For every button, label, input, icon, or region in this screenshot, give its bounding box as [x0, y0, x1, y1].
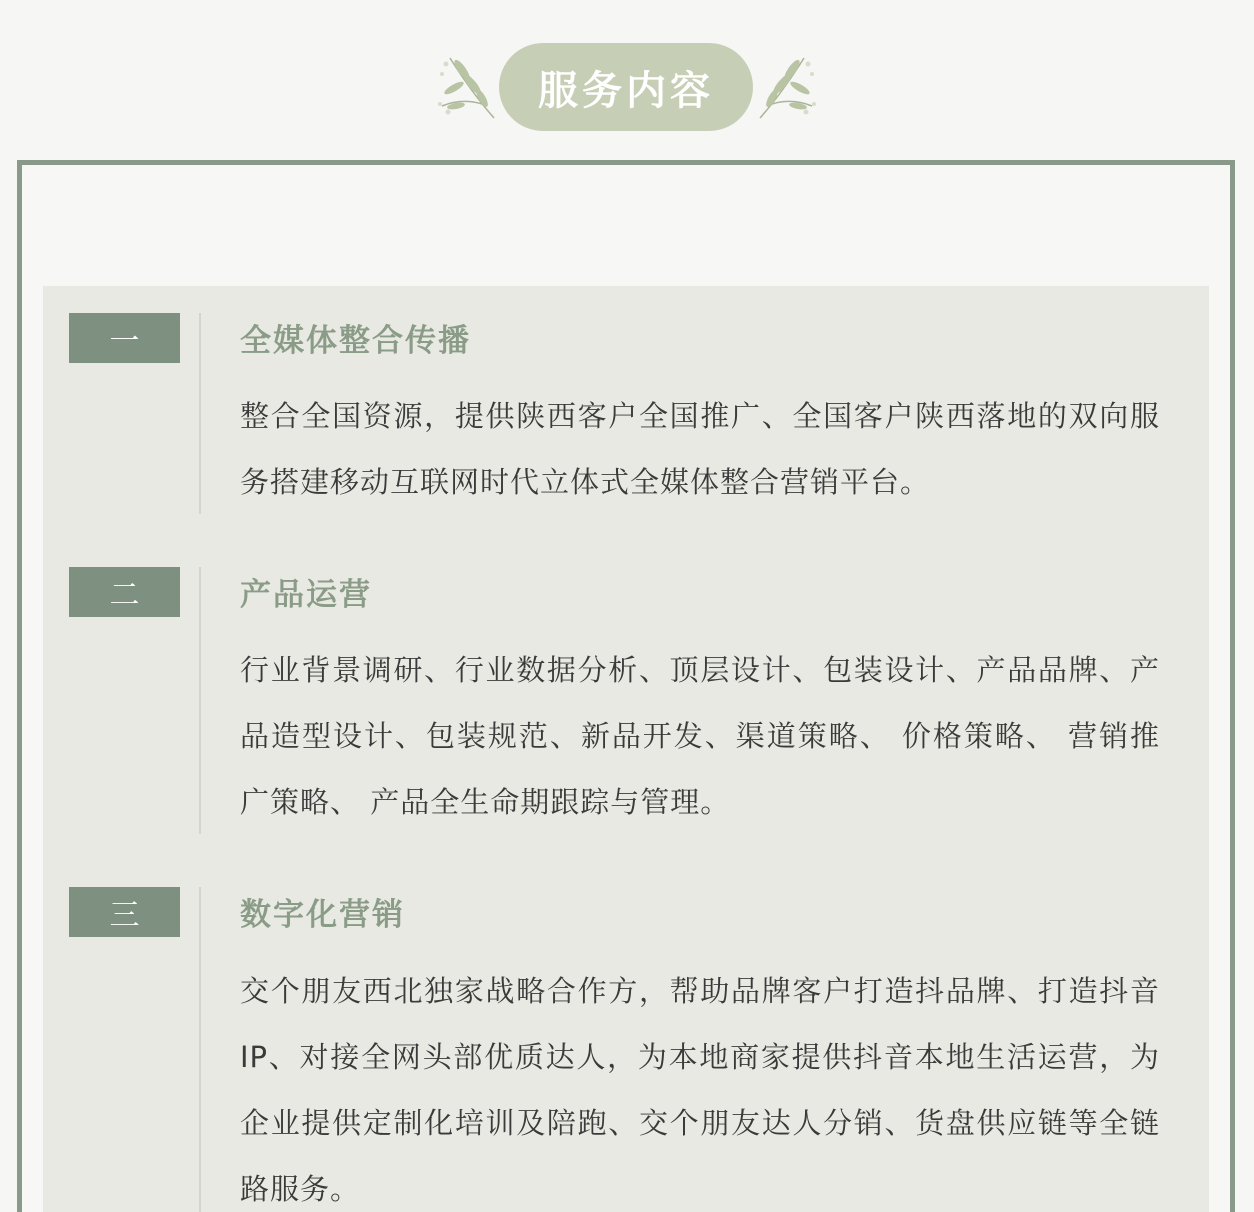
section-divider	[199, 313, 201, 514]
section-body: 整合全国资源，提供陕西客户全国推广、全国客户陕西落地的双向服务搭建移动互联网时代立体式全媒体整合营销平台。	[240, 399, 1160, 499]
section-divider	[199, 567, 201, 834]
section-number-badge: 二	[69, 567, 180, 617]
section-divider	[199, 887, 201, 1212]
leaf-decoration-icon	[752, 48, 822, 124]
services-panel	[43, 286, 1209, 1212]
section-title: 产品运营	[240, 577, 372, 613]
section-number-badge: 三	[69, 887, 180, 937]
page-title: 服务内容	[499, 43, 753, 131]
section-body: 行业背景调研、行业数据分析、顶层设计、包装设计、产品品牌、产品造型设计、包装规范、新品开发、渠道策略、 价格策略、 营销推广策略、 产品全生命期跟踪与管理。	[240, 653, 1160, 819]
section-title: 全媒体整合传播	[240, 323, 471, 359]
section-title: 数字化营销	[240, 897, 405, 933]
leaf-decoration-icon	[432, 48, 502, 124]
section-body: 交个朋友西北独家战略合作方，帮助品牌客户打造抖品牌、打造抖音IP、对接全网头部优质达人，为本地商家提供抖音本地生活运营，为企业提供定制化培训及陪跑、交个朋友达人分销、货盘供应链等全链路服务。	[240, 974, 1160, 1206]
section-number-badge: 一	[69, 313, 180, 363]
